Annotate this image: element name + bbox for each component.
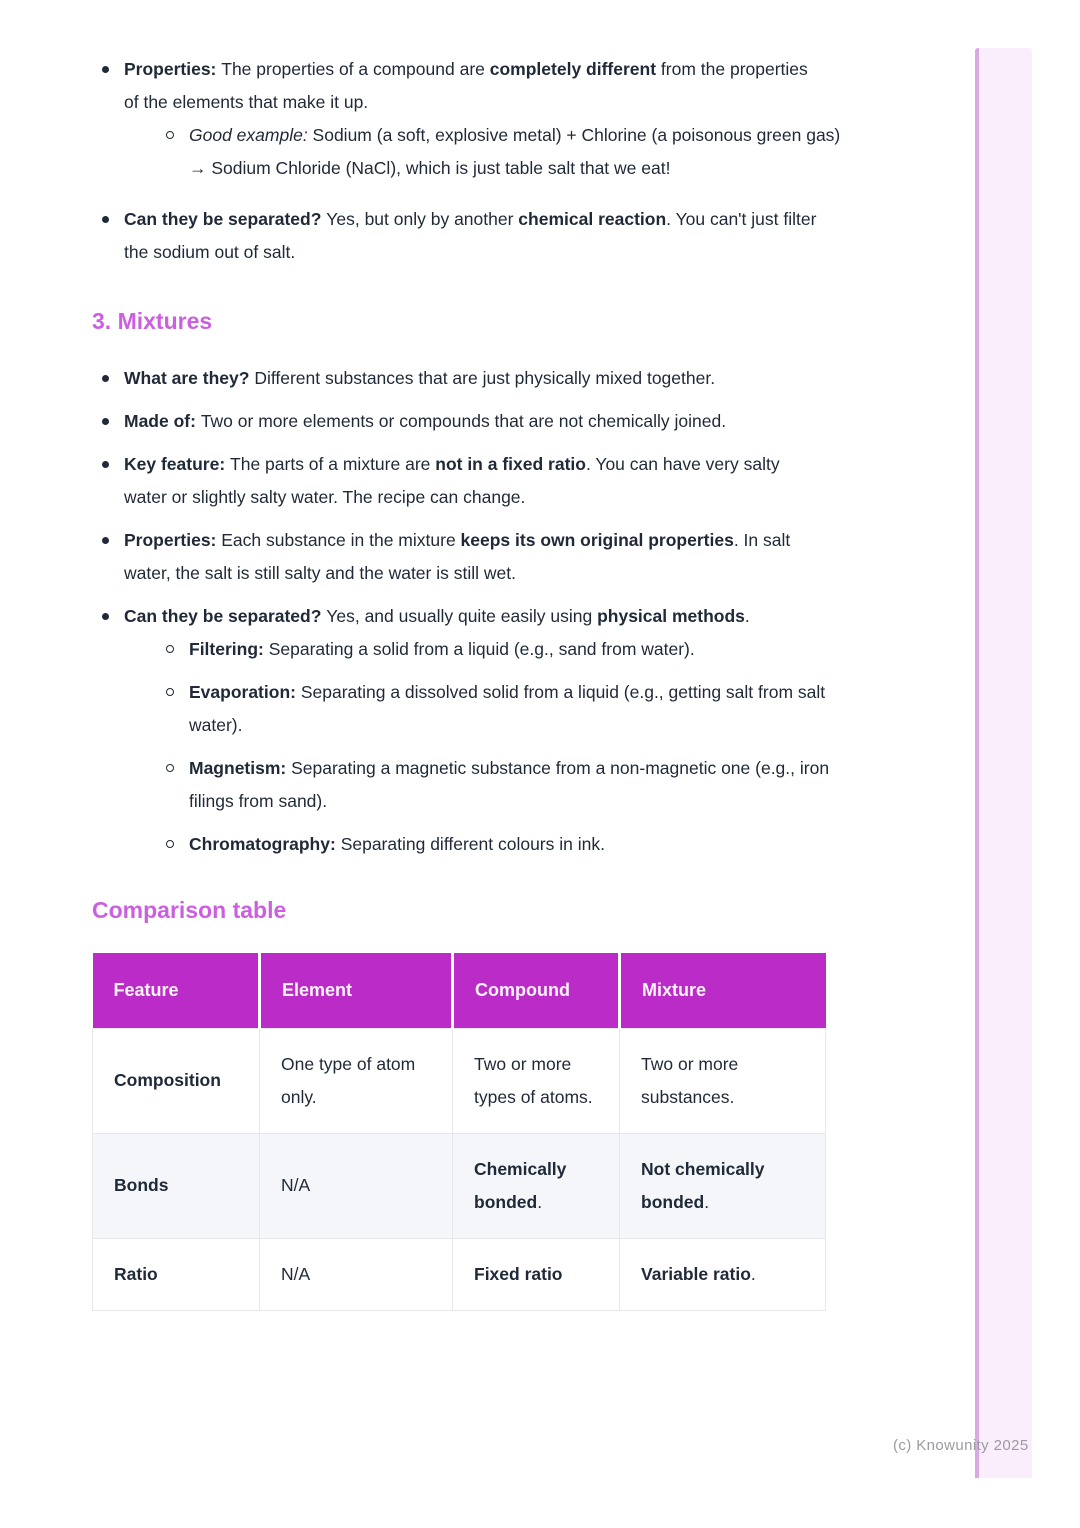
bullet-icon (102, 537, 109, 544)
bullet-icon (102, 418, 109, 425)
table-cell: Variable ratio. (620, 1238, 826, 1310)
list-item-separated (92, 203, 852, 269)
table-cell: Not chemically bonded. (620, 1133, 826, 1238)
list-item-chromatography (157, 828, 852, 861)
circle-bullet-icon (166, 764, 174, 772)
comparison-table-heading: Comparison table (92, 897, 287, 923)
copyright-watermark: (c) Knowunity 2025 (893, 1437, 1029, 1454)
table-cell: Chemically bonded. (453, 1133, 620, 1238)
table-row-ratio (93, 1238, 826, 1310)
table-header-cell-element: Element (260, 953, 453, 1028)
mixtures-bullet-list (92, 362, 852, 861)
page-edge-strip (975, 48, 1032, 1478)
list-item-key-feature (92, 448, 852, 514)
list-item-text: Made of: Two or more elements or compounds that are not chemically joined. (124, 411, 727, 431)
comparison-table (92, 953, 826, 1311)
table-cell: N/A (260, 1238, 453, 1310)
list-item-separated (92, 600, 852, 861)
list-item-text: Properties: Each substance in the mixture keeps its own original properties. In salt water, the salt is still salty and the water is still wet. (124, 530, 791, 583)
list-item-text: What are they? Different substances that are just physically mixed together. (124, 368, 716, 388)
list-item-filtering (157, 633, 852, 666)
mixtures-heading: 3. Mixtures (92, 308, 213, 334)
list-item-evaporation (157, 676, 852, 742)
bullet-icon (102, 66, 109, 73)
list-item-text: Good example: Sodium (a soft, explosive metal) + Chlorine (a poisonous green gas) → Sodium Chloride (NaCl), which is just table salt that we eat! (189, 125, 841, 178)
list-item-text: Can they be separated? Yes, and usually quite easily using physical methods. (124, 606, 750, 626)
row-header-cell: Bonds (93, 1133, 260, 1238)
table-header-cell-feature: Feature (93, 953, 260, 1028)
table-row-composition (93, 1028, 826, 1133)
table-header-row (93, 953, 826, 1028)
separation-methods-sub-list (124, 633, 852, 861)
list-item-what (92, 362, 852, 395)
bullet-icon (102, 216, 109, 223)
table-cell: Fixed ratio (453, 1238, 620, 1310)
circle-bullet-icon (166, 688, 174, 696)
list-item-text: Chromatography: Separating different colours in ink. (189, 834, 605, 854)
compound-bullet-list (92, 53, 852, 269)
table-cell: Two or more types of atoms. (453, 1028, 620, 1133)
list-item-good-example (157, 119, 852, 185)
list-item-text: Key feature: The parts of a mixture are not in a fixed ratio. You can have very salty water or slightly salty water. The recipe can change. (124, 454, 780, 507)
list-item-properties (92, 53, 852, 185)
table-cell: One type of atom only. (260, 1028, 453, 1133)
row-header-cell: Composition (93, 1028, 260, 1133)
bullet-icon (102, 461, 109, 468)
bullet-icon (102, 613, 109, 620)
table-cell: N/A (260, 1133, 453, 1238)
circle-bullet-icon (166, 840, 174, 848)
list-item-text: Properties: The properties of a compound are completely different from the properties of the elements that make it up. (124, 59, 808, 112)
circle-bullet-icon (166, 645, 174, 653)
compound-sub-list (124, 119, 852, 185)
table-header-cell-compound: Compound (453, 953, 620, 1028)
table-row-bonds (93, 1133, 826, 1238)
table-cell: Two or more substances. (620, 1028, 826, 1133)
document-content (92, 0, 852, 1311)
table-header-cell-mixture: Mixture (620, 953, 826, 1028)
circle-bullet-icon (166, 131, 174, 139)
list-item-text: Can they be separated? Yes, but only by another chemical reaction. You can't just filter the sodium out of salt. (124, 209, 817, 262)
list-item-text: Filtering: Separating a solid from a liquid (e.g., sand from water). (189, 639, 695, 659)
row-header-cell: Ratio (93, 1238, 260, 1310)
list-item-magnetism (157, 752, 852, 818)
list-item-text: Magnetism: Separating a magnetic substance from a non-magnetic one (e.g., iron filings from sand). (189, 758, 830, 811)
bullet-icon (102, 375, 109, 382)
list-item-properties (92, 524, 852, 590)
list-item-text: Evaporation: Separating a dissolved solid from a liquid (e.g., getting salt from salt water). (189, 682, 826, 735)
list-item-made-of (92, 405, 852, 438)
